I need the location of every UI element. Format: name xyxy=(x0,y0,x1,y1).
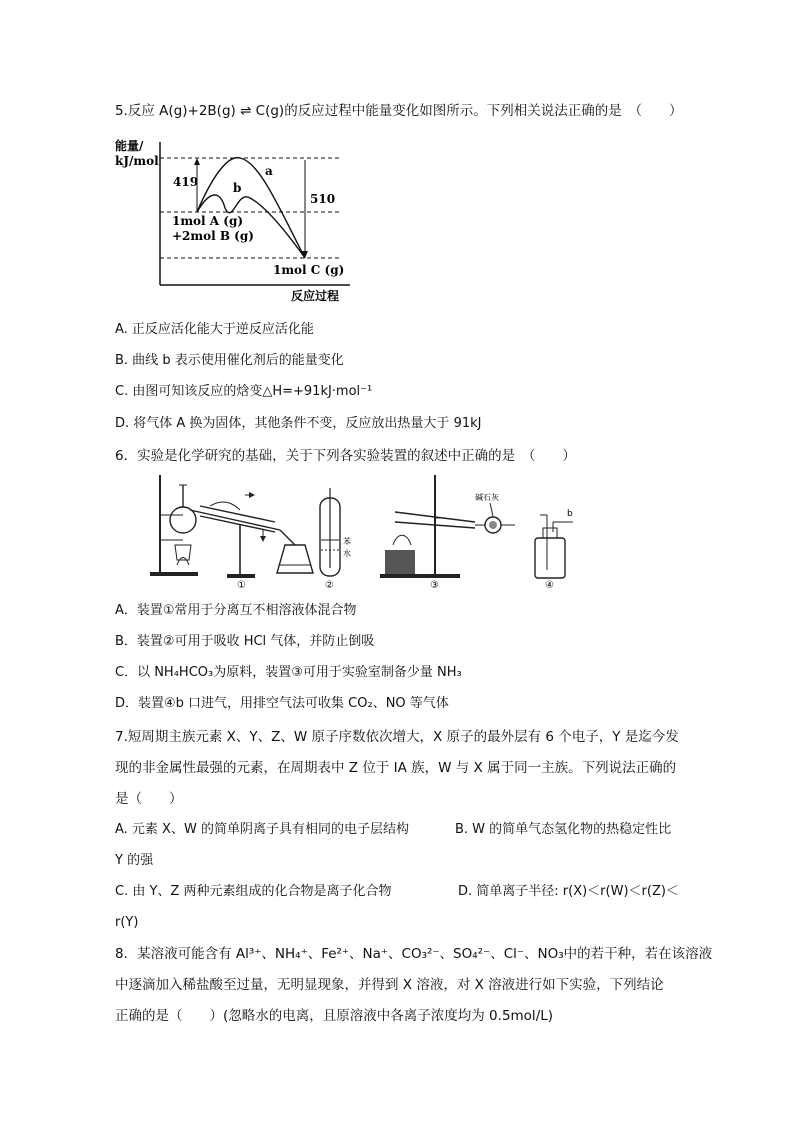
q7-option-b-line1: B. W 的简单气态氢化物的热稳定性比 xyxy=(455,822,672,837)
curve-a-label: a xyxy=(265,164,273,178)
q7-option-c: C. 由 Y、Z 两种元素组成的化合物是离子化合物 xyxy=(115,884,392,899)
q8-stem-line2: 中逐滴加入稀盐酸至过量，无明显现象，并得到 X 溶液，对 X 溶液进行如下实验，下列结论 xyxy=(115,977,664,993)
q5-option-d: D. 将气体 A 换为固体，其他条件不变，反应放出热量大于 91kJ xyxy=(115,416,482,431)
q7-stem-line1: 7.短周期主族元素 X、Y、Z、W 原子序数依次增大，X 原子的最外层有 6 个电子，Y 是迄今发 xyxy=(115,729,679,745)
q7-option-b-line2: Y 的强 xyxy=(115,853,154,868)
benzene-label: 苯 xyxy=(343,537,351,546)
q6-option-a: A．装置①常用于分离互不相溶液体混合物 xyxy=(115,603,357,618)
soda-lime-label: 碱石灰 xyxy=(475,493,499,502)
reactants-label-1: 1mol A (g) xyxy=(172,214,244,228)
y-label-2: kJ/mol xyxy=(115,154,159,168)
q7-stem-line3: 是（ ） xyxy=(115,791,183,807)
label-2: ② xyxy=(325,580,334,590)
q8-stem-line1: 8．某溶液可能含有 Al³⁺、NH₄⁺、Fe²⁺、Na⁺、CO₃²⁻、SO₄²⁻、Cl⁻、NO₃中的若干种，若在该溶液 xyxy=(115,946,713,962)
q6-option-b: B．装置②可用于吸收 HCl 气体，并防止倒吸 xyxy=(115,634,375,649)
q5-option-c: C. 由图可知该反应的焓变△H=+91kJ·mol⁻¹ xyxy=(115,384,373,399)
x-label: 反应过程 xyxy=(291,289,340,303)
q8-stem-line3: 正确的是（ ）(忽略水的电离，且原溶液中各离子浓度均为 0.5mol/L) xyxy=(115,1008,554,1024)
label-4: ④ xyxy=(545,580,554,590)
apparatus-figure xyxy=(145,470,595,590)
product-label: 1mol C (g) xyxy=(273,263,345,277)
reactants-label-2: +2mol B (g) xyxy=(172,229,254,243)
value-419: 419 xyxy=(173,175,199,189)
q7-option-a: A. 元素 X、W 的简单阴离子具有相同的电子层结构 xyxy=(115,822,409,837)
q6-option-d: D．装置④b 口进气，用排空气法可收集 CO₂、NO 等气体 xyxy=(115,696,449,711)
label-1: ① xyxy=(237,580,246,590)
q6-stem: 6．实验是化学研究的基础，关于下列各实验装置的叙述中正确的是 （ ） xyxy=(115,448,576,464)
label-3: ③ xyxy=(430,580,439,590)
q6-option-c: C．以 NH₄HCO₃为原料，装置③可用于实验室制备少量 NH₃ xyxy=(115,665,462,680)
q5-option-a: A. 正反应活化能大于逆反应活化能 xyxy=(115,322,314,337)
q5-stem: 5.反应 A(g)+2B(g) ⇌ C(g)的反应过程中能量变化如图所示。下列相关说法正确的是 （ ） xyxy=(115,103,683,119)
q7-option-d-line2: r(Y) xyxy=(115,915,139,930)
water-label: 水 xyxy=(343,549,351,558)
value-510: 510 xyxy=(310,192,336,206)
q7-stem-line2: 现的非金属性最强的元素，在周期表中 Z 位于 IA 族，W 与 X 属于同一主族。下列说法正确的 xyxy=(115,760,677,776)
y-label-1: 能量/ xyxy=(115,139,144,153)
q5-option-b: B. 曲线 b 表示使用催化剂后的能量变化 xyxy=(115,353,344,368)
q7-option-d-line1: D. 简单离子半径: r(X)＜r(W)＜r(Z)＜ xyxy=(458,884,679,899)
energy-diagram xyxy=(115,130,355,310)
b-label: b xyxy=(567,509,573,519)
curve-b-label: b xyxy=(233,181,242,195)
